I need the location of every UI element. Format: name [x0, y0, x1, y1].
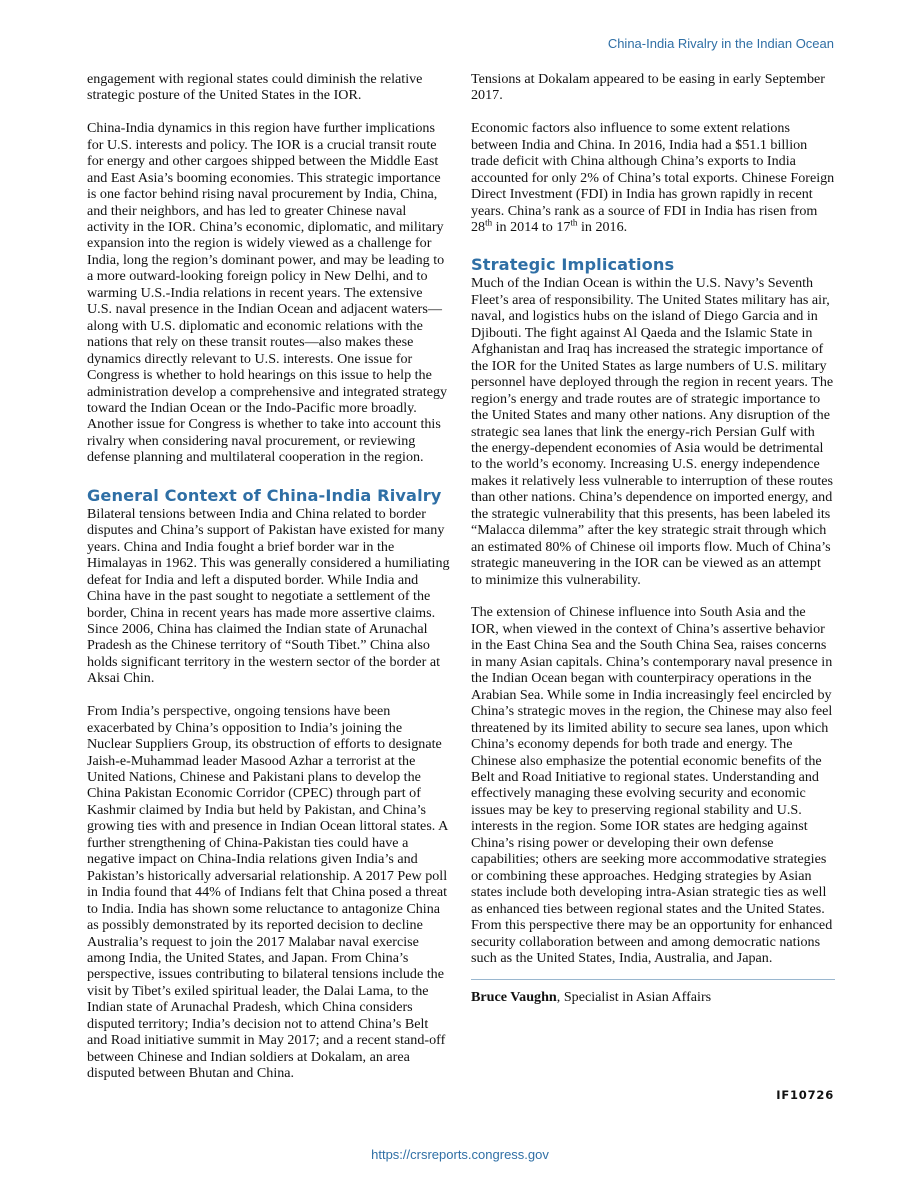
paragraph-text: Economic factors also influence to some extent relations between India and China. In 2016, India had a $51.1 billion trade deficit with China although China’s exports to India accounted for only 2% of China’s total exports. Chinese Foreign Direct Investment (FDI) in India has grown rapidly in recent years. China’s rank as a source of FDI in India has risen from 28	[471, 120, 835, 236]
author-line	[471, 989, 835, 1005]
running-header: China-India Rivalry in the Indian Ocean	[607, 36, 834, 51]
paragraph: Much of the Indian Ocean is within the U.S. Navy’s Seventh Fleet’s area of responsibility. The United States military has air, naval, and logistics hubs on the island of Diego Garcia and in Djibouti. The fight against Al Qaeda and the Islamic State in Afghanistan and Iraq has increased the strategic importance of the IOR for the United States as large numbers of U.S. military personnel have deployed through the region in recent years. The region’s energy and trade routes are of strategic importance to the United States and many other nations. Any disruption of the strategic sea lanes that link the energy-rich Persian Gulf with the energy-dependent economies of Asia would be detrimental to the world’s economy. Increasing U.S. energy independence makes it relatively less vulnerable to interruption of these routes than other nations. China’s dependence on imported energy, and the strategic vulnerability that this presents, has been labeled its “Malacca dilemma” after the key strategic strait through which an estimated 80% of Chinese oil imports flow. Much of China’s strategic maneuvering in the IOR can be viewed as an attempt to minimize this vulnerability.	[471, 275, 834, 588]
document-id: IF10726	[776, 1088, 834, 1102]
right-column	[471, 71, 835, 1006]
paragraph: China-India dynamics in this region have further implications for U.S. interests and policy. The IOR is a crucial transit route for energy and other cargoes shipped between the Middle East and East Asia’s booming economies. This strategic importance is one factor behind rising naval procurement by India, China, and their neighbors, and has led to greater Chinese naval activity in the IOR. China’s economic, diplomatic, and military expansion into the region is widely viewed as a challenge for India, long the region’s dominant power, and may be leading to a more outward-looking foreign policy in New Delhi, and to warming U.S.-India relations in recent years. The extensive U.S. naval presence in the Indian Ocean and adjacent waters—along with U.S. diplomatic and economic relations with the nations that rely on these transit routes—also makes these dynamics directly relevant to U.S. interests. One issue for Congress is whether to hold hearings on this issue to help the administration develop a comprehensive and integrated strategy toward the Indian Ocean or the Indo-Pacific more broadly. Another issue for Congress is whether to take into account this rivalry when considering naval procurement, or reviewing defense planning and multilateral cooperation in the region.	[87, 120, 448, 466]
author-name: Bruce Vaughn	[471, 989, 557, 1006]
paragraph-text: in 2016.	[577, 219, 628, 236]
ordinal-suffix: th	[485, 217, 493, 228]
paragraph: The extension of Chinese influence into South Asia and the IOR, when viewed in the context of China’s assertive behavior in the East China Sea and the South China Sea, raises concerns in many Asian capitals. China’s contemporary naval presence in the Indian Ocean began with counterpiracy operations in the Arabian Sea. While some in India increasingly feel encircled by China’s strategic moves in the region, the Chinese may also feel threatened by its limited ability to secure sea lanes, upon which China’s economy depends for both trade and energy. The Chinese also emphasize the potential economic benefits of the Belt and Road Initiative to regional states. Understanding and effectively managing these evolving security and economic issues may be key to preserving regional stability and U.S. interests in the region. Some IOR states are hedging against China’s rising power or developing their own defense capabilities; others are seeking more accommodative strategies or combining these approaches. Hedging strategies by Asian states include both developing intra-Asian strategic ties as well as enhanced ties between regional states and the United States. From this perspective there may be an opportunity for enhanced security collaboration between and among democratic nations such as the United States, India, Australia, and Japan.	[471, 604, 833, 966]
paragraph: Tensions at Dokalam appeared to be easing in early September 2017.	[471, 71, 825, 104]
paragraph: From India’s perspective, ongoing tensions have been exacerbated by China’s opposition to India’s joining the Nuclear Suppliers Group, its obstruction of efforts to designate Jaish-e-Muhammad leader Masood Azhar a terrorist at the United Nations, Chinese and Pakistani plans to develop the China Pakistan Economic Corridor (CPEC) through part of Kashmir claimed by India but held by Pakistan, and China’s growing ties with and presence in Indian Ocean littoral states. A further strengthening of China-Pakistan ties could have a negative impact on China-India relations given India’s and Pakistan’s historically adversarial relationship. A 2017 Pew poll in India found that 44% of Indians felt that China posed a threat to India. India has shown some reluctance to antagonize China as possibly demonstrated by its reported decision to decline Australia’s request to join the 2017 Malabar naval exercise among India, the United States, and Japan. From China’s perspective, issues contributing to bilateral tensions include the visit by Tibet’s exiled spiritual leader, the Dalai Lama, to the Indian state of Arunachal Pradesh, which China considers disputed territory; India’s decision not to attend China’s Belt and Road initiative summit in May 2017; and a recent stand-off between Chinese and Indian soldiers at Dokalam, an area disputed between Bhutan and China.	[87, 703, 448, 1082]
paragraph-text: in 2014 to 17	[492, 219, 571, 236]
paragraph	[471, 120, 835, 235]
paragraph: Bilateral tensions between India and China related to border disputes and China’s support of Pakistan have existed for many years. China and India fought a brief border war in the Himalayas in 1962. This was generally considered a humiliating defeat for India and left a disputed border. While India and China have in the past sought to negotiate a settlement of the border, China in recent years has made more assertive claims. Since 2006, China has claimed the Indian state of Arunachal Pradesh as the Chinese territory of “South Tibet.” China also holds significant territory in the western sector of the border at Aksai Chin.	[87, 505, 450, 687]
section-heading: General Context of China-India Rivalry	[87, 485, 442, 505]
ordinal-suffix: th	[570, 217, 578, 228]
footer-url[interactable]: https://crsreports.congress.gov	[371, 1147, 549, 1162]
author-title: , Specialist in Asian Affairs	[556, 989, 712, 1006]
left-column	[87, 71, 450, 1082]
section-heading: Strategic Implications	[471, 255, 675, 275]
divider	[471, 979, 835, 980]
paragraph: engagement with regional states could diminish the relative strategic posture of the United States in the IOR.	[87, 71, 423, 104]
